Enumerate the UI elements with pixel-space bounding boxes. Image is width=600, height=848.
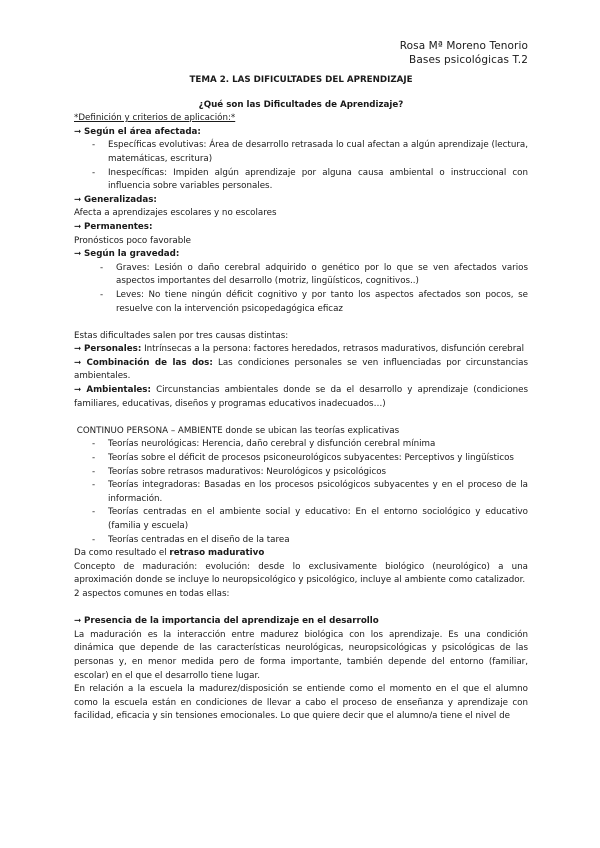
combinacion-text: Las condiciones personales se ven influenciadas por circunstancias ambientales. [74, 357, 529, 382]
ambientales-text: Circunstancias ambientales donde se da el desarrollo y aprendizaje (condiciones familiares, educativas, diseños y programas educativos inadecuados…) [74, 385, 529, 409]
list-item: - Teorías sobre el déficit de procesos psiconeurológicos subyacentes: Perceptivos y lingüísticos [74, 452, 528, 466]
area-heading: Según el área afectada: [84, 126, 201, 137]
arrow-icon: ➞ [74, 344, 82, 355]
arrow-icon: ➞ [74, 616, 82, 627]
presencia-paragraph-2: En relación a la escuela la madurez/disposición se entiende como el momento en el que el alumno como la escuela están en condiciones de llevar a cabo el proceso de enseñanza y aprendizaje con facilidad, eficacia y sin tensiones emocionales. Lo que quiere decir que el alumno/a tiene el nivel de [74, 684, 528, 722]
teorias-list [74, 438, 528, 547]
list-item: - Específicas evolutivas: Área de desarrollo retrasada lo cual afectan a algún aprendizaje (lectura, matemáticas, escritura) [74, 139, 528, 166]
gravedad-list [74, 262, 528, 316]
presencia-heading: Presencia de la importancia del aprendizaje en el desarrollo [84, 616, 379, 627]
causa-ambientales [74, 384, 528, 411]
ambientales-label: Ambientales: [86, 385, 151, 396]
list-item: - Teorías sobre retrasos madurativos: Neurológicos y psicológicos [74, 466, 528, 480]
personales-label: Personales: [84, 344, 142, 355]
page-title: TEMA 2. LAS DIFICULTADES DEL APRENDIZAJE [189, 75, 413, 85]
list-item: - Graves: Lesión o daño cerebral adquirido o genético por lo que se ven afectados varios aspectos importantes del desarrollo (motriz, lingüísticos, cognitivos..) [74, 262, 528, 289]
retraso-line [74, 547, 528, 561]
continuo-lead: CONTINUO PERSONA – AMBIENTE [76, 425, 223, 436]
definition-heading: *Definición y criterios de aplicación:* [74, 113, 236, 124]
gravedad-heading: Según la gravedad: [84, 249, 180, 260]
header-course: Bases psicológicas T.2 [409, 54, 528, 66]
arrow-icon: ➞ [74, 357, 82, 368]
causa-personales [74, 343, 528, 357]
section-subtitle: ¿Qué son las Dificultades de Aprendizaje? [198, 99, 404, 110]
arrow-icon: ➞ [74, 385, 82, 396]
retraso-prefix: Da como resultado el [74, 548, 170, 559]
permanentes-text: Pronósticos poco favorable [74, 235, 192, 246]
presencia-heading-line [74, 615, 528, 629]
permanentes-heading-line [74, 221, 528, 235]
arrow-icon: ➞ [74, 194, 82, 205]
generalizadas-text: Afecta a aprendizajes escolares y no escolares [74, 208, 277, 219]
list-item: - Leves: No tiene ningún déficit cognitivo y por tanto los aspectos afectados son pocos, se resuelve con la intervención psicopedagógica eficaz [74, 289, 528, 316]
causas-intro: Estas dificultades salen por tres causas distintas: [74, 330, 289, 341]
combinacion-label: Combinación de las dos: [86, 357, 213, 368]
retraso-bold: retraso madurativo [169, 548, 265, 559]
continuo-line [74, 425, 528, 439]
generalizadas-heading-line [74, 194, 528, 208]
header-author: Rosa Mª Moreno Tenorio [399, 40, 528, 52]
generalizadas-heading: Generalizadas: [84, 194, 157, 205]
aspectos-comunes: 2 aspectos comunes en todas ellas: [74, 588, 230, 599]
spacer [74, 602, 528, 616]
area-heading-line [74, 126, 528, 140]
concepto-maduracion: Concepto de maduración: evolución: desde lo exclusivamente biológico (neurológico) a una aproximación donde se incluye lo neuropsicológico y psicológico, incluye al ambiente como catalizador. [74, 561, 528, 586]
list-item: - Teorías integradoras: Basadas en los procesos psicológicos subyacentes y en el proceso de la información. [74, 479, 528, 506]
spacer [74, 411, 528, 425]
continuo-rest: donde se ubican las teorías explicativas [222, 425, 400, 436]
presencia-paragraph-1: La maduración es la interacción entre madurez biológica con los aprendizaje. Es una condición dinámica que depende de las características neurológicas, neuropsicológicas y psicológicas de las personas y, en menor medida pero de forma importante, también depende del entorno (familiar, escolar) en el que el desarrollo tiene lugar. [74, 629, 528, 681]
permanentes-heading: Permanentes: [84, 221, 153, 232]
document-body [74, 70, 528, 724]
arrow-icon: ➞ [74, 126, 82, 137]
gravedad-heading-line [74, 248, 528, 262]
area-list [74, 139, 528, 193]
personales-text: Intrínsecas a la persona: factores heredados, retrasos madurativos, disfunción cerebral [144, 344, 524, 355]
list-item: - Teorías centradas en el ambiente social y educativo: En el entorno sociológico y educativo (familia y escuela) [74, 506, 528, 533]
list-item: - Teorías neurológicas: Herencia, daño cerebral y disfunción cerebral mínima [74, 438, 528, 452]
list-item: - Teorías centradas en el diseño de la tarea [74, 534, 528, 548]
causa-combinacion [74, 357, 528, 384]
list-item: - Inespecíficas: Impiden algún aprendizaje por alguna causa ambiental o instruccional con influencia sobre variables personales. [74, 167, 528, 194]
spacer [74, 316, 528, 330]
arrow-icon: ➞ [74, 221, 82, 232]
arrow-icon: ➞ [74, 249, 82, 260]
